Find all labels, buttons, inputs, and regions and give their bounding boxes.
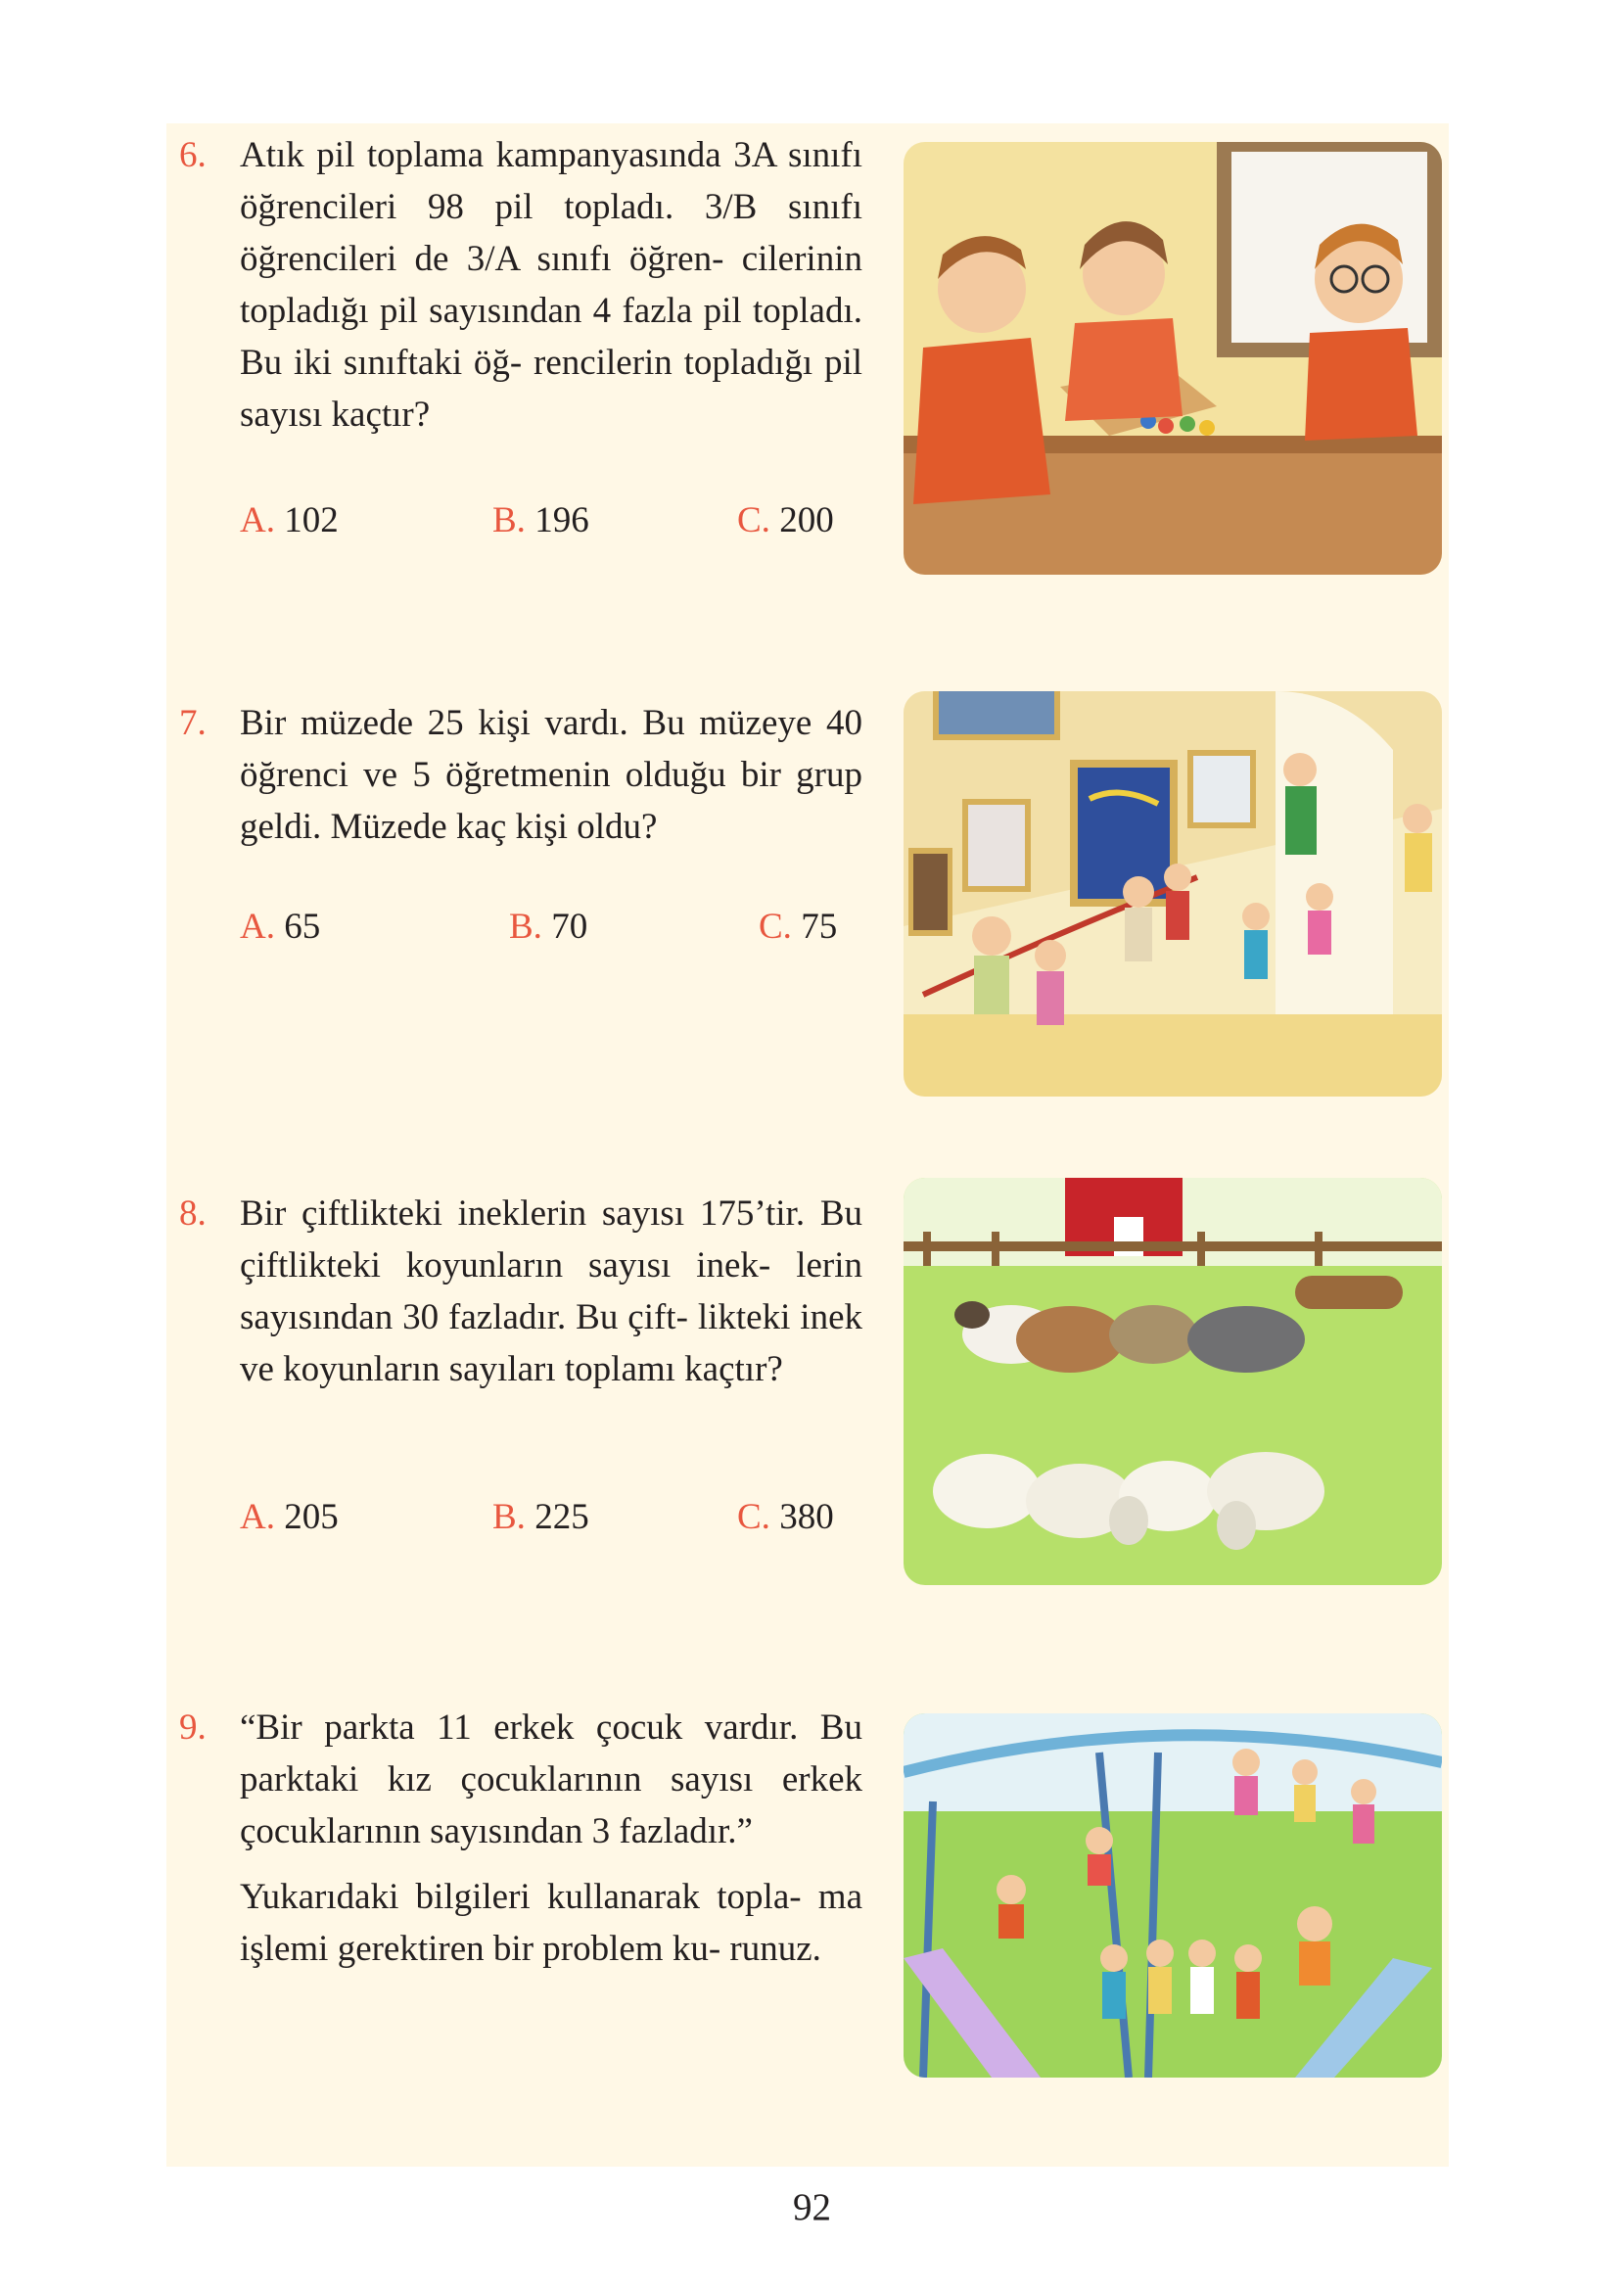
text-line: rencilerin topladığı pil sayısı kaçtır? <box>240 343 863 435</box>
answer-options <box>240 494 862 546</box>
question-number: 9. <box>179 1707 207 1748</box>
children-collecting-batteries-illustration <box>904 142 1442 575</box>
text-line: toplamı kaçtır? <box>564 1349 783 1389</box>
text-line: sınıfı öğrencileri 98 pil topladı. 3/B <box>240 135 862 227</box>
text-line: Bir müzede 25 kişi vardı. Bu müzeye <box>240 703 812 743</box>
text-line: likteki inek ve koyunların sayıları <box>240 1297 863 1389</box>
option-a[interactable]: A. 102 <box>240 500 339 540</box>
question-7 <box>179 697 864 971</box>
text-line: lerin sayısından 30 fazladır. Bu çift- <box>240 1245 863 1337</box>
text-line: Atık pil toplama kampanyasında 3A <box>240 135 776 175</box>
text-line: parktaki kız çocuklarının sayısı erkek <box>240 1759 862 1800</box>
farm-cows-sheep-illustration <box>904 1178 1442 1585</box>
question-text <box>240 697 862 853</box>
question-number: 8. <box>179 1193 207 1234</box>
option-c[interactable]: C. 380 <box>737 1497 834 1537</box>
question-number: 7. <box>179 703 207 743</box>
option-b[interactable]: B. 196 <box>492 500 589 540</box>
text-line: “Bir parkta 11 erkek çocuk vardır. Bu <box>240 1707 862 1748</box>
question-text <box>240 1702 862 1975</box>
option-c[interactable]: C. 75 <box>759 907 838 947</box>
page-number: 92 <box>793 2186 831 2228</box>
text-line: Yukarıdaki bilgileri kullanarak topla- <box>240 1877 802 1917</box>
option-b[interactable]: B. 225 <box>492 1497 589 1537</box>
question-text <box>240 129 862 441</box>
option-a[interactable]: A. 205 <box>240 1497 339 1537</box>
question-6 <box>179 129 864 550</box>
option-b[interactable]: B. 70 <box>509 907 588 947</box>
text-line: runuz. <box>729 1929 821 1969</box>
question-text <box>240 1188 862 1395</box>
question-8 <box>179 1188 864 1560</box>
text-line: fazla pil topladı. Bu iki sınıftaki öğ- <box>240 291 862 383</box>
text-line: Bir çiftlikteki ineklerin sayısı 175’tir. <box>240 1193 806 1234</box>
text-line: bir grup geldi. Müzede kaç kişi oldu? <box>240 755 862 847</box>
answer-options <box>240 1491 862 1543</box>
text-line: sınıfı öğrencileri de 3/A sınıfı öğren- <box>240 187 863 279</box>
text-line: 40 öğrenci ve 5 öğretmenin olduğu <box>240 703 862 795</box>
museum-visit-illustration <box>904 691 1442 1097</box>
question-9 <box>179 1702 864 2044</box>
playground-children-illustration <box>904 1713 1442 2078</box>
question-number: 6. <box>179 135 207 175</box>
option-c[interactable]: C. 200 <box>737 500 834 540</box>
text-line: ma işlemi gerektiren bir problem ku- <box>240 1877 862 1969</box>
text-line: cilerinin topladığı pil sayısından 4 <box>240 239 862 331</box>
text-line: Bu çiftlikteki koyunların sayısı inek- <box>240 1193 862 1286</box>
answer-options <box>240 901 862 953</box>
text-line: çocuklarının sayısından 3 fazladır.” <box>240 1811 753 1851</box>
option-a[interactable]: A. 65 <box>240 907 321 947</box>
